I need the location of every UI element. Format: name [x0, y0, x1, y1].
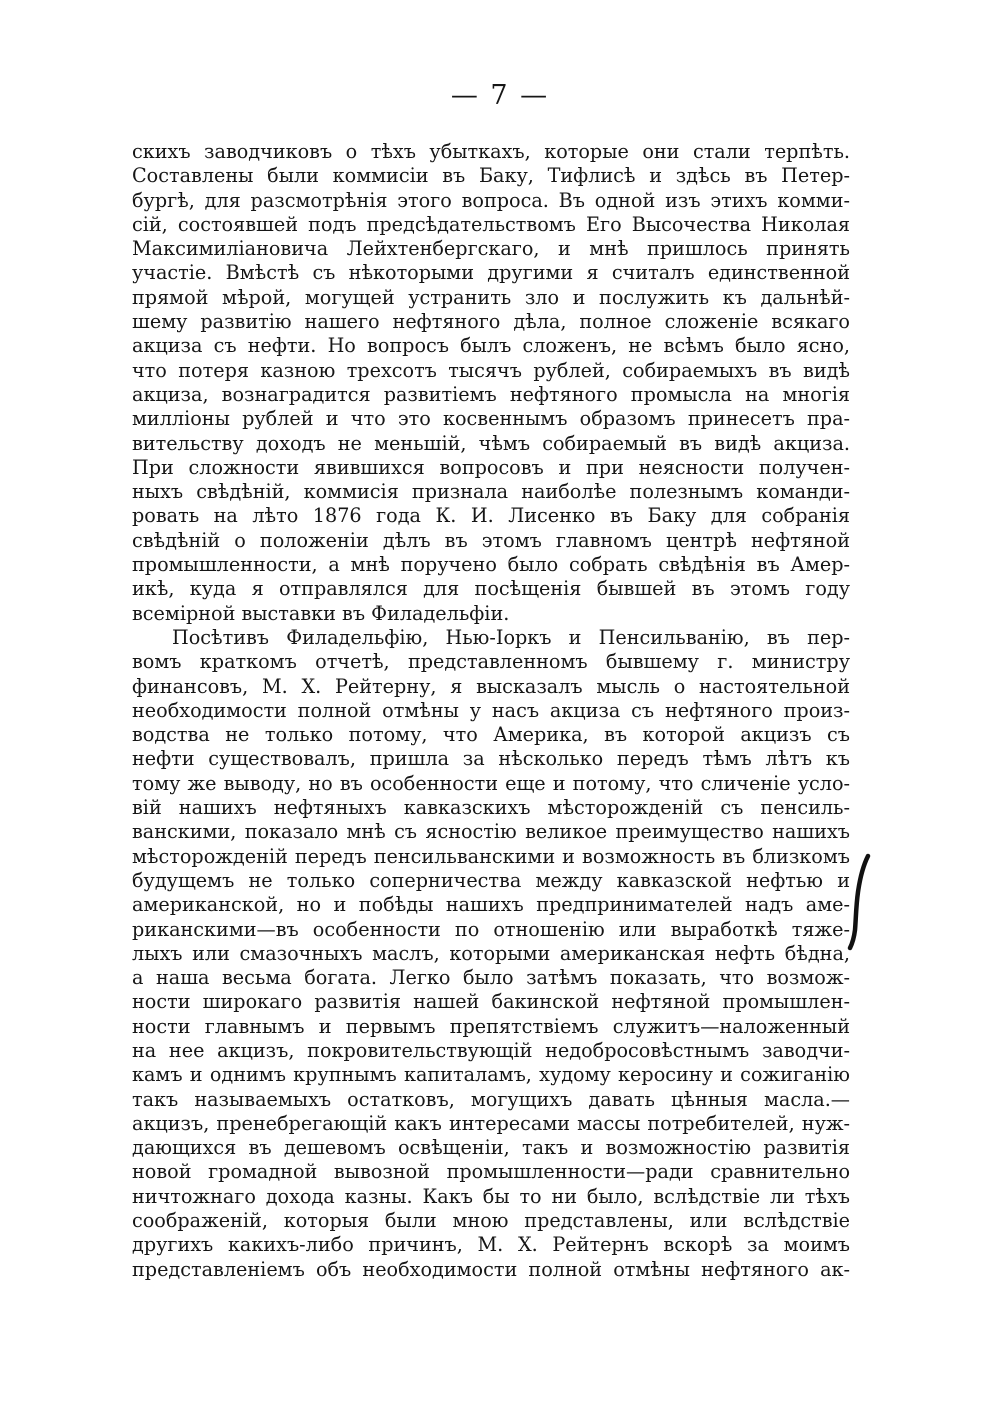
text-line: скихъ заводчиковъ о тѣхъ убыткахъ, которые они стали терпѣть. [132, 140, 850, 163]
text-line: что потеря казною трехсотъ тысячъ рублей, собираемыхъ въ видѣ [132, 358, 850, 382]
text-line: вительству доходъ не меньшій, чѣмъ собираемый въ видѣ акциза. [132, 431, 850, 455]
text-line: промышленности, а мнѣ поручено было собрать свѣдѣнія въ Амер- [132, 553, 850, 577]
text-line: прямой мѣрой, могущей устранить зло и послужить къ дальнѣй- [132, 285, 850, 309]
text-line: Максимиліановича Лейхтенбергскаго, и мнѣ пришлось принять [132, 237, 850, 261]
text-line: ничтожнаго дохода казны. Какъ бы то ни было, вслѣдствіе ли тѣхъ [132, 1184, 850, 1208]
text-line: тому же выводу, но въ особенности еще и потому, что сличеніе усло- [132, 771, 850, 795]
text-line: соображеній, которыя были мною представлены, или вслѣдствіе [132, 1209, 850, 1233]
text-line: акцизъ, пренебрегающій какъ интересами массы потребителей, нуж- [132, 1111, 850, 1135]
text-line: будущемъ не только соперничества между кавказской нефтью и [132, 868, 850, 892]
text-line: ровать на лѣто 1876 года К. И. Лисенко въ Баку для собранія [132, 504, 850, 528]
text-line: водства не только потому, что Америка, въ которой акцизъ съ [132, 723, 850, 747]
text-line: бургѣ, для разсмотрѣнія этого вопроса. Въ одной изъ этихъ комми- [132, 188, 850, 212]
text-line: такъ называемыхъ остатковъ, могущихъ давать цѣнныя масла.— [132, 1087, 850, 1111]
text-line: ванскими, показало мнѣ съ ясностію великое преимущество нашихъ [132, 820, 850, 844]
text-line: шему развитію нашего нефтяного дѣла, полное сложеніе всякаго [132, 310, 850, 334]
text-line: необходимости полной отмѣны у насъ акциза съ нефтяного произ- [132, 698, 850, 722]
text-line: лыхъ или смазочныхъ маслъ, которыми американская нефть бѣдна, [132, 941, 850, 965]
text-line: финансовъ, М. X. Рейтерну, я высказалъ мысль о настоятельной [132, 674, 850, 698]
text-line: а наша весьма богата. Легко было затѣмъ показать, что возмож- [132, 966, 850, 990]
text-line: риканскими—въ особенности по отношенію или выработкѣ тяже- [132, 917, 850, 941]
text-line: мѣсторожденій передъ пенсильванскими и возможность въ близкомъ [132, 844, 850, 868]
text-line: на нее акцизъ, покровительствующій недобросовѣстнымъ заводчи- [132, 1038, 850, 1062]
text-line: акциза, вознаградится развитіемъ нефтяного промысла на многія [132, 382, 850, 406]
text-line: акциза съ нефти. Но вопросъ былъ сложенъ, не всѣмъ было ясно, [132, 334, 850, 358]
handwritten-bracket-mark-icon [846, 852, 876, 952]
text-line: другихъ какихъ-либо причинъ, М. X. Рейтернъ вскорѣ за моимъ [132, 1233, 850, 1257]
text-line: ности главнымъ и первымъ препятствіемъ служитъ—наложенный [132, 1014, 850, 1038]
text-line: Составлены были коммисіи въ Баку, Тифлисѣ и здѣсь въ Петер- [132, 164, 850, 188]
text-line: нефти существовалъ, пришла за нѣсколько передъ тѣмъ лѣтъ къ [132, 747, 850, 771]
paragraph-end-line: всемірной выставки въ Филадельфіи. [132, 601, 510, 625]
text-line: свѣдѣній о положеніи дѣлъ въ этомъ главномъ центрѣ нефтяной [132, 528, 850, 552]
text-line: икѣ, куда я отправлялся для посѣщенія бывшей въ этомъ году [132, 577, 850, 601]
text-line: участіе. Вмѣстѣ съ нѣкоторыми другими я считалъ единственной [132, 261, 850, 285]
text-line: ности широкаго развитія нашей бакинской нефтяной промышлен- [132, 990, 850, 1014]
text-line: ныхъ свѣдѣній, коммисія признала наиболѣе полезнымъ команди- [132, 480, 850, 504]
text-line: При сложности явившихся вопросовъ и при неясности получен- [132, 455, 850, 479]
text-line: американской, но и побѣды нашихъ предпринимателей надъ аме- [132, 893, 850, 917]
text-line: дающихся въ дешевомъ освѣщеніи, такъ и возможностію развитія [132, 1136, 850, 1160]
paragraph-start-line: Посѣтивъ Филадельфію, Нью-Іоркъ и Пенсильванію, въ пер- [172, 625, 850, 649]
text-line: новой громадной вывозной промышленности—ради сравнительно [132, 1160, 850, 1184]
page-number: — 7 — [450, 80, 550, 111]
body-text [132, 140, 850, 1282]
text-line: вомъ краткомъ отчетѣ, представленномъ бывшему г. министру [132, 650, 850, 674]
text-line: представленіемъ объ необходимости полной отмѣны нефтяного ак- [132, 1257, 850, 1281]
text-line: камъ и однимъ крупнымъ капиталамъ, худому керосину и сожиганію [132, 1063, 850, 1087]
text-line: милліоны рублей и что это косвеннымъ образомъ принесетъ пра- [132, 407, 850, 431]
text-line: сій, состоявшей подъ предсѣдательствомъ Его Высочества Николая [132, 212, 850, 236]
text-line: вій нашихъ нефтяныхъ кавказскихъ мѣсторожденій съ пенсиль- [132, 796, 850, 820]
